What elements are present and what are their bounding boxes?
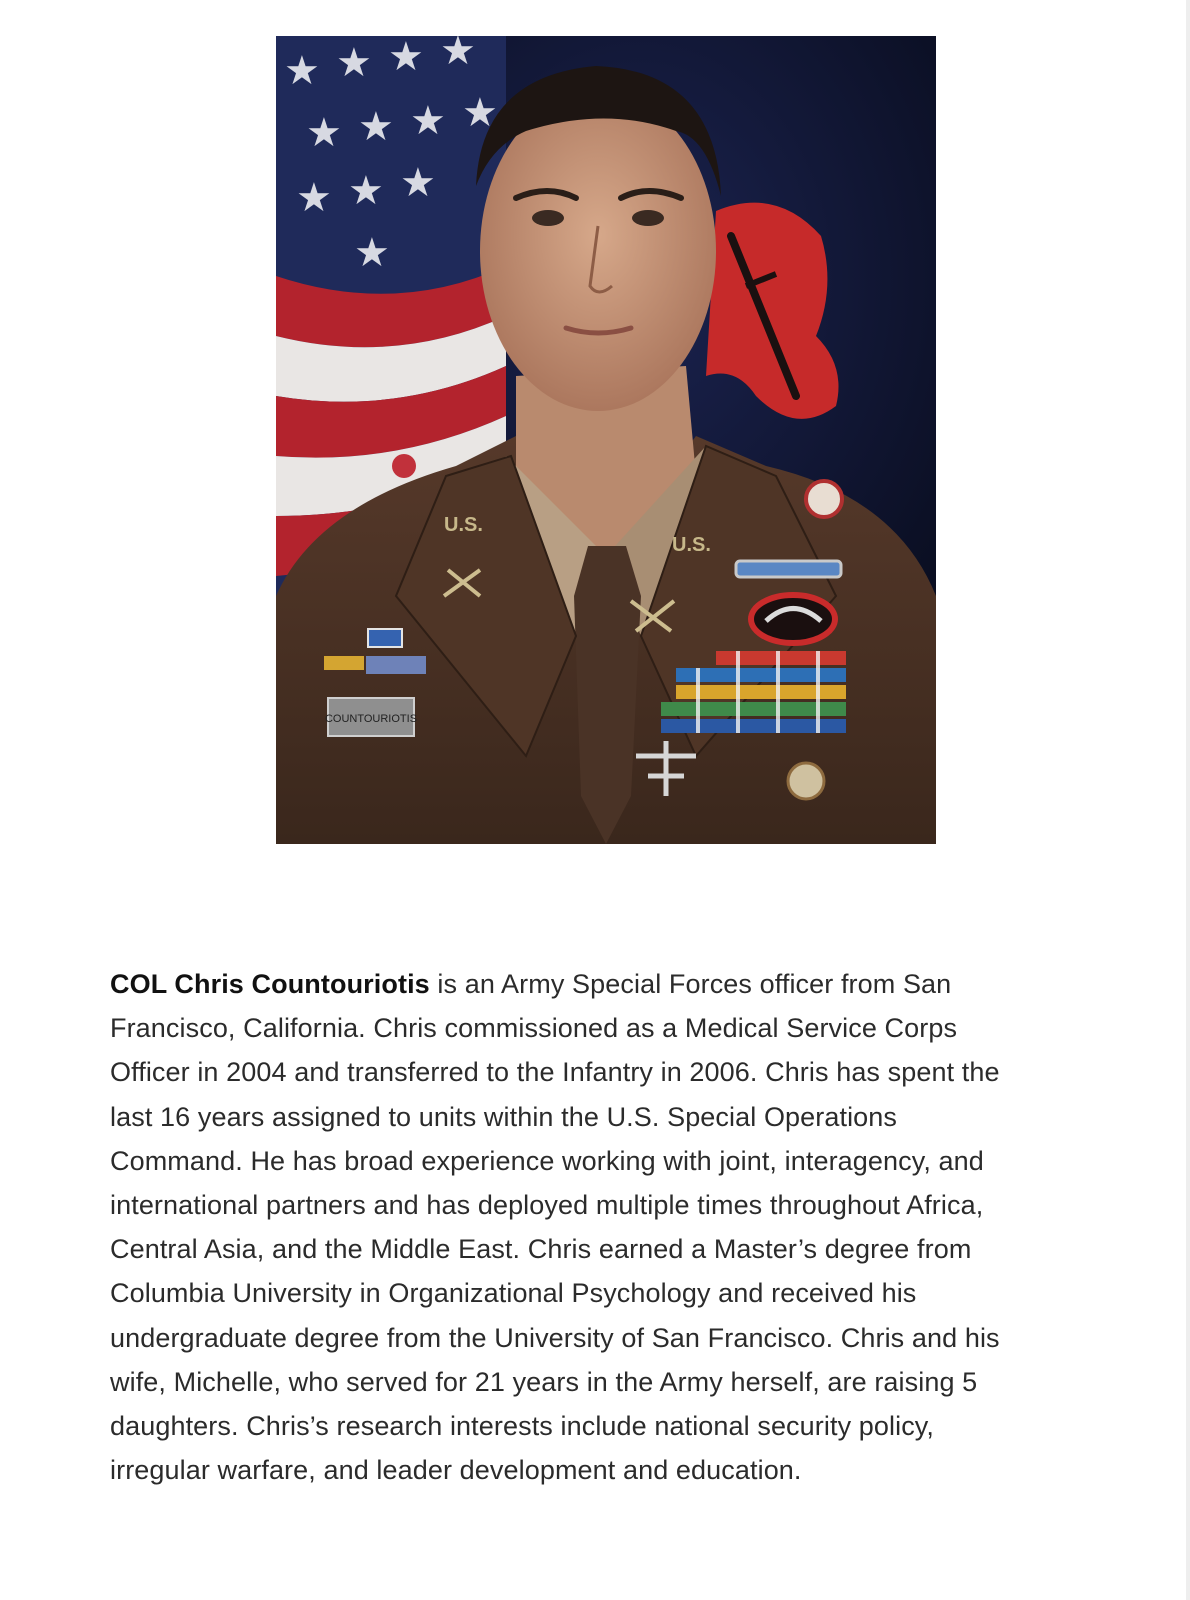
- left-eye: [532, 210, 564, 226]
- svg-text:★: ★: [306, 111, 342, 155]
- bio-line-8: Columbia University in Organizational Psychology and received his: [110, 1278, 917, 1309]
- left-ribbon-icon: [324, 656, 364, 670]
- special-forces-crest-icon: [788, 763, 824, 799]
- shoulder-pin-icon: [392, 454, 416, 478]
- collar-insignia-left: U.S.: [444, 514, 483, 536]
- svg-text:★: ★: [354, 231, 390, 275]
- right-eye: [632, 210, 664, 226]
- left-ribbon-bar-icon: [366, 656, 426, 674]
- bio-line-2: Francisco, California. Chris commissioned as a Medical Service Corps: [110, 1013, 958, 1044]
- svg-text:★: ★: [388, 36, 424, 79]
- bio-line-10: wife, Michelle, who served for 21 years in the Army herself, are raising 5: [110, 1366, 978, 1397]
- bio-line-5: Command. He has broad experience working with joint, interagency, and: [110, 1145, 984, 1176]
- page-edge: [1186, 0, 1190, 1600]
- svg-text:★: ★: [440, 36, 476, 73]
- svg-text:★: ★: [284, 49, 320, 93]
- collar-insignia-right: U.S.: [672, 534, 711, 556]
- bio-line-9: undergraduate degree from the University of San Francisco. Chris and his: [110, 1322, 1000, 1353]
- portrait-illustration: [276, 36, 936, 844]
- shoulder-patch-icon: [806, 481, 842, 517]
- bio-line-4: last 16 years assigned to units within the U.S. Special Operations: [110, 1101, 898, 1132]
- bio-line-6: international partners and has deployed multiple times throughout Africa,: [110, 1190, 984, 1221]
- svg-text:★: ★: [296, 176, 332, 220]
- officer-name: COL Chris Countouriotis: [110, 969, 430, 999]
- svg-text:★: ★: [348, 169, 384, 213]
- svg-text:★: ★: [462, 91, 498, 135]
- bio-line-7: Central Asia, and the Middle East. Chris earned a Master’s degree from: [110, 1234, 972, 1265]
- svg-text:★: ★: [336, 41, 372, 85]
- bio-line-1: [110, 962, 1110, 1006]
- bio-intro: is an Army Special Forces officer from San: [429, 969, 952, 999]
- bio-line-12: irregular warfare, and leader development and education.: [110, 1455, 802, 1486]
- unit-award-icon: [368, 629, 402, 647]
- bio-line-3: Officer in 2004 and transferred to the Infantry in 2006. Chris has spent the: [110, 1057, 1000, 1088]
- officer-portrait: [276, 36, 936, 844]
- infantry-badge-icon: [736, 561, 841, 577]
- svg-text:★: ★: [410, 99, 446, 143]
- nametag-text: COUNTOURIOTIS: [324, 713, 418, 725]
- biography: [110, 962, 1110, 1492]
- svg-text:★: ★: [358, 105, 394, 149]
- face: [480, 91, 716, 411]
- bio-line-11: daughters. Chris’s research interests include national security policy,: [110, 1411, 934, 1442]
- svg-text:★: ★: [400, 161, 436, 205]
